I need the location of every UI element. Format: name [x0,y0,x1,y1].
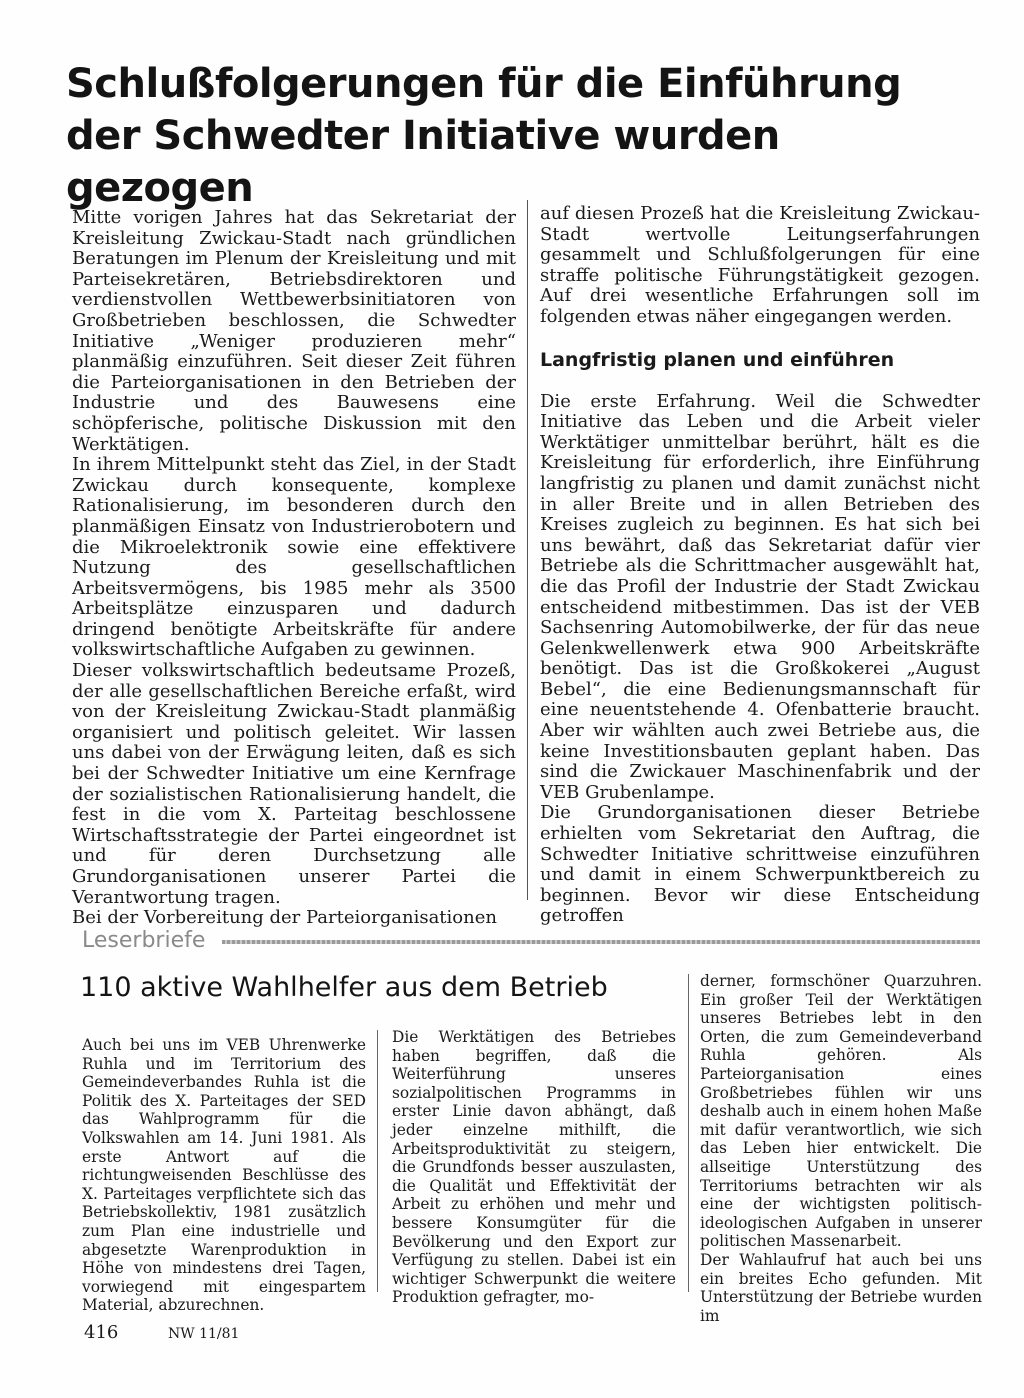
article-paragraph: auf diesen Prozeß hat die Kreisleitung Zwickau-Stadt wertvolle Leitungserfahrungen gesammelt und Schlußfolgerungen für eine straffe politische Führungstätigkeit gezogen. Auf drei wesentliche Erfahrungen soll im folgenden etwas näher eingegangen werden. [540,203,980,327]
article-headline: Schlußfolgerungen für die Einführung der Schwedter Initiative wurden gezogen [66,61,902,211]
article-paragraph: Mitte vorigen Jahres hat das Sekretariat der Kreisleitung Zwickau-Stadt nach gründlichen Beratungen im Plenum der Kreisleitung und mit Parteisekretären, Betriebsdirektoren und verdienstvollen Wettbewerbsinitiatoren von Großbetrieben beschlossen, die Schwedter Initiative „Weniger produzieren mehr“ planmäßig einzuführen. Seit dieser Zeit führen die Parteiorganisationen in den Betrieben der Industrie und des Bauwesens eine schöpferische, politische Diskussion mit den Werktätigen. [72,207,516,455]
article-paragraph: Die erste Erfahrung. Weil die Schwedter Initiative das Leben und die Arbeit vieler Werktätiger unmittelbar berührt, hält es die Kreisleitung für erforderlich, ihre Einführung langfristig zu planen und damit zunächst nicht in aller Breite und in allen Betrieben des Kreises zugleich zu beginnen. Es hat sich bei uns bewährt, daß das Sekretariat dafür vier Betriebe als die Schrittmacher ausgewählt hat, die das Profil der Industrie der Stadt Zwickau entscheidend mitbestimmen. Das ist der VEB Sachsenring Automobilwerke, der für das neue Gelenkwellenwerk etwa 900 Arbeitskräfte benötigt. Das ist die Großkokerei „August Bebel“, die eine Bedienungsmannschaft für eine neuentstehende 4. Ofenbatterie braucht. Aber wir wählten auch zwei Betriebe aus, die keine Investitionsbauten geplant haben. Das sind die Zwickauer Maschinenfabrik und der VEB Grubenlampe. [540,390,980,803]
article-column-2 [540,203,980,927]
article-paragraph: Dieser volkswirtschaftlich bedeutsame Prozeß, der alle gesellschaftlichen Bereiche erfaßt, wird von der Kreisleitung Zwickau-Stadt planmäßig organisiert und politisch geleitet. Wir lassen uns dabei von der Erwägung leiten, daß es sich bei der Schwedter Initiative um eine Kernfrage der sozialistischen Rationalisierung handelt, die fest in die vom X. Parteitag beschlossene Wirtschaftsstrategie der Partei eingeordnet ist und für deren Durchsetzung alle Grundorganisationen unserer Partei die Verantwortung tragen. [72,660,516,908]
letter-paragraph: Der Wahlaufruf hat auch bei uns ein breites Echo gefunden. Mit Unterstützung der Betriebe wurden im [700,1250,982,1325]
column-divider [688,974,689,1292]
letter-column-2 [392,1028,676,1307]
letter-column-1 [82,1036,366,1315]
article-column-1 [72,207,516,929]
article-paragraph: Bei der Vorbereitung der Parteiorganisationen [72,907,497,929]
issue-label: NW 11/81 [168,1326,240,1342]
page-number: 416 [84,1322,119,1343]
section-label: Leserbriefe [82,928,206,953]
column-divider [527,200,528,900]
letter-headline: 110 aktive Wahlhelfer aus dem Betrieb [80,972,608,1003]
column-divider [377,1030,378,1292]
article-paragraph: In ihrem Mittelpunkt steht das Ziel, in der Stadt Zwickau durch konsequente, komplexe Rationalisierung, im besonderen durch den planmäßigen Einsatz von Industrierobotern und die Mikroelektronik sowie eine effektivere Nutzung des gesellschaftlichen Arbeitsvermögens, bis 1985 mehr als 3500 Arbeitsplätze einzusparen und dadurch dringend benötigte Arbeitskräfte für andere volkswirtschaftliche Aufgaben zu gewinnen. [72,454,516,661]
section-divider [222,940,980,944]
letter-paragraph: Die Werktätigen des Betriebes haben begriffen, daß die Weiterführung unseres sozialpolitischen Programms in erster Linie davon abhängt, daß jeder einzelne mithilft, die Arbeitsproduktivität zu steigern, die Grundfonds besser auszulasten, die Qualität und Effektivität der Arbeit zu erhöhen und mehr und bessere Konsumgüter für die Bevölkerung und den Export zur Verfügung zu stellen. Dabei ist ein wichtiger Schwerpunkt die weitere Produktion gefragter, mo- [392,1028,676,1307]
article-paragraph: Die Grundorganisationen dieser Betriebe erhielten vom Sekretariat den Auftrag, die Schwedter Initiative schrittweise einzuführen und damit in einem Schwerpunktbereich zu beginnen. Bevor wir diese Entscheidung getroffen [540,802,980,927]
letter-paragraph: Auch bei uns im VEB Uhrenwerke Ruhla und im Territorium des Gemeindeverbandes Ruhla ist die Politik des X. Parteitages der SED das Wahlprogramm für die Volkswahlen am 14. Juni 1981. Als erste Antwort auf die richtungweisenden Beschlüsse des X. Parteitages verpflichtete sich das Betriebskollektiv, 1981 zusätzlich zum Plan eine industrielle und abgesetzte Warenproduktion in Höhe von mindestens drei Tagen, vorwiegend mit eingespartem Material, abzurechnen. [82,1036,366,1315]
article-subheading: Langfristig planen und einführen [540,348,895,371]
letter-paragraph: derner, formschöner Quarzuhren. Ein großer Teil der Werktätigen unseres Betriebes lebt in den Orten, die zum Gemeindeverband Ruhla gehören. Als Parteiorganisation eines Großbetriebes fühlen wir uns deshalb auch in einem hohen Maße mit dafür verantwortlich, wie sich das Leben hier entwickelt. Die allseitige Unterstützung des Territoriums betrachten wir als eine der wichtigsten politisch-ideologischen Aufgaben in unserer politischen Massenarbeit. [700,972,982,1251]
letter-column-3 [700,972,982,1325]
